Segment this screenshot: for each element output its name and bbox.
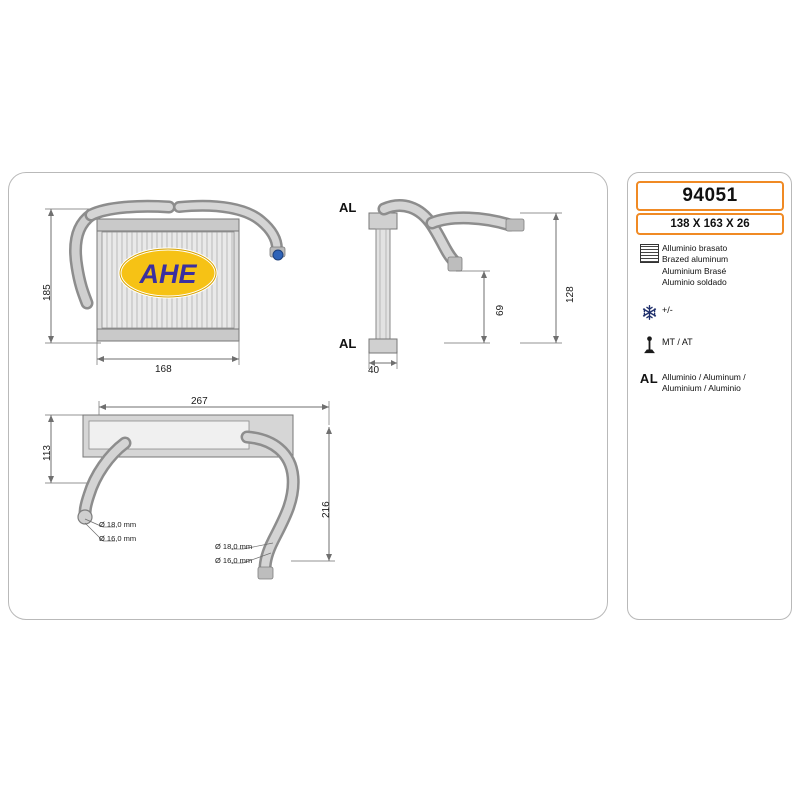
air-conditioning-row xyxy=(636,303,786,321)
side-view-label-top: AL xyxy=(339,200,357,215)
right-pipe-diameter-1: Ø 18,0 mm xyxy=(215,542,253,551)
transmission-row xyxy=(636,335,786,354)
al-line-1: Alluminio / Aluminum / xyxy=(662,371,746,382)
air-conditioning-value: +/- xyxy=(662,304,673,315)
front-view-graphic xyxy=(29,191,319,386)
top-view-graphic xyxy=(29,391,389,621)
svg-text:AHE: AHE xyxy=(139,259,197,289)
info-panel xyxy=(627,172,792,620)
left-pipe-diameter-2: Ø 16,0 mm xyxy=(99,534,137,543)
side-view-graphic xyxy=(324,191,574,386)
right-pipe-diameter-2: Ø 16,0 mm xyxy=(215,556,253,565)
main-drawing-panel xyxy=(8,172,608,620)
material-line-fr: Aluminium Brasé xyxy=(662,265,727,276)
top-hose-length-dimension: 216 xyxy=(321,501,332,518)
product-code-box xyxy=(636,181,784,211)
top-depth-dimension: 113 xyxy=(42,445,53,461)
product-dimensions-box xyxy=(636,213,784,235)
al-line-2: Aluminium / Aluminio xyxy=(662,383,741,394)
front-width-dimension: 168 xyxy=(155,364,172,375)
hatched-square-icon xyxy=(636,243,662,263)
gearbox-icon xyxy=(636,335,662,354)
material-line-it: Alluminio brasato xyxy=(662,243,728,253)
al-material-text xyxy=(662,370,746,395)
transmission-value: MT / AT xyxy=(662,336,693,347)
material-line-es: Aluminio soldado xyxy=(662,277,727,288)
side-total-height-dimension: 128 xyxy=(565,286,576,303)
top-width-dimension: 267 xyxy=(191,396,208,407)
product-code: 94051 xyxy=(682,185,738,206)
al-label-icon xyxy=(636,370,662,386)
left-pipe-diameter-1: Ø 18,0 mm xyxy=(99,520,137,529)
side-view-label-bottom: AL xyxy=(339,336,357,351)
front-height-dimension: 185 xyxy=(42,284,53,301)
product-dimensions: 138 X 163 X 26 xyxy=(670,218,750,230)
material-text xyxy=(662,243,728,289)
al-label: AL xyxy=(639,370,659,386)
material-line-en: Brazed aluminum xyxy=(662,254,729,265)
side-inner-height-dimension: 69 xyxy=(495,304,506,316)
info-rows xyxy=(636,243,786,406)
snowflake-icon xyxy=(636,303,662,321)
al-material-row xyxy=(636,370,786,395)
side-width-dimension: 40 xyxy=(368,365,380,376)
material-row xyxy=(636,243,786,289)
